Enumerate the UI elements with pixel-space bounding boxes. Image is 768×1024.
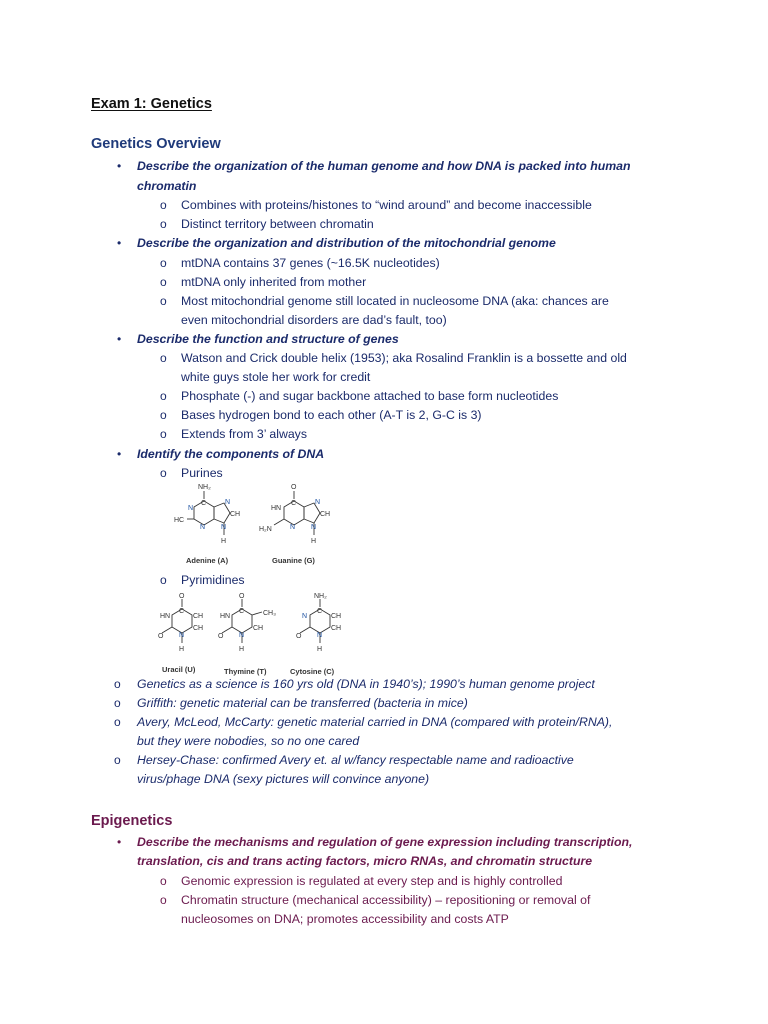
- label-purines: Purines: [181, 466, 223, 480]
- objective-gene-structure: Describe the function and structure of genes: [137, 332, 399, 346]
- sub-bullet-marker: o: [114, 677, 121, 691]
- sub-bullet-marker: o: [160, 389, 167, 403]
- sub-bullet-marker: o: [114, 696, 121, 710]
- note-base-pairing: Bases hydrogen bond to each other (A-T is 2, G-C is 3): [181, 408, 482, 422]
- atom-label: C: [239, 608, 245, 615]
- atom-label: N: [239, 632, 245, 639]
- objective-genome-organization: Describe the organization of the human genome and how DNA is packed into human: [137, 159, 631, 173]
- note-phosphate-backbone: Phosphate (-) and sugar backbone attached to base form nucleotides: [181, 389, 559, 403]
- purines-structures: [160, 481, 345, 571]
- atom-label: H: [179, 646, 185, 653]
- atom-label: C: [291, 500, 297, 507]
- note-chromatin-structure: Chromatin structure (mechanical accessibility) – repositioning or removal of: [181, 893, 591, 907]
- atom-label: O: [218, 633, 224, 640]
- caption-uracil: Uracil (U): [162, 665, 196, 674]
- objective-mitochondrial-genome: Describe the organization and distribution of the mitochondrial genome: [137, 236, 556, 250]
- sub-bullet-marker: o: [160, 351, 167, 365]
- section-heading-genetics-overview: Genetics Overview: [91, 136, 221, 152]
- atom-label: CH₃: [263, 610, 276, 617]
- caption-cytosine: Cytosine (C): [290, 667, 335, 676]
- atom-label: N: [188, 505, 194, 512]
- note-genomic-regulation: Genomic expression is regulated at every step and is highly controlled: [181, 874, 563, 888]
- atom-label: N: [200, 524, 206, 531]
- sub-bullet-marker: o: [160, 294, 167, 308]
- atom-label: O: [179, 593, 185, 600]
- atom-label: N: [225, 499, 231, 506]
- atom-label: N: [317, 632, 323, 639]
- sub-bullet-marker: o: [160, 427, 167, 441]
- atom-label: N: [315, 499, 321, 506]
- atom-label: N: [302, 613, 308, 620]
- atom-label: C: [317, 608, 323, 615]
- atom-label: CH: [253, 625, 264, 632]
- sub-bullet-marker: o: [160, 893, 167, 907]
- atom-label: CH: [193, 625, 204, 632]
- sub-bullet-marker: o: [160, 874, 167, 888]
- note-chromatin-territory: Distinct territory between chromatin: [181, 217, 374, 231]
- atom-label: HN: [271, 505, 282, 512]
- atom-label: CH: [331, 625, 342, 632]
- objective-gene-expression-cont: translation, cis and trans acting factors, micro RNAs, and chromatin structure: [137, 854, 593, 868]
- atom-label: N: [179, 632, 185, 639]
- atom-label: C: [201, 500, 207, 507]
- sub-bullet-marker: o: [160, 256, 167, 270]
- note-avery: Avery, McLeod, McCarty: genetic material carried in DNA (compared with protein/RNA),: [137, 715, 613, 729]
- atom-label: C: [179, 608, 185, 615]
- atom-label: NH₂: [198, 484, 211, 491]
- note-mito-nucleosome-cont: even mitochondrial disorders are dad’s fault, too): [181, 313, 447, 327]
- atom-label: CH: [331, 613, 342, 620]
- sub-bullet-marker: o: [160, 466, 167, 480]
- sub-bullet-marker: o: [114, 715, 121, 729]
- bullet-marker: •: [117, 159, 122, 173]
- atom-label: N: [221, 524, 227, 531]
- atom-label: O: [296, 633, 302, 640]
- note-mtdna-genes: mtDNA contains 37 genes (~16.5K nucleotides): [181, 256, 440, 270]
- caption-guanine: Guanine (G): [272, 556, 315, 565]
- atom-label: H: [239, 646, 245, 653]
- atom-label: H: [317, 646, 323, 653]
- sub-bullet-marker: o: [160, 217, 167, 231]
- note-hersey-chase: Hersey-Chase: confirmed Avery et. al w/fancy respectable name and radioactive: [137, 753, 574, 767]
- note-genetics-history: Genetics as a science is 160 yrs old (DNA in 1940’s); 1990’s human genome project: [137, 677, 595, 691]
- note-mito-nucleosome: Most mitochondrial genome still located in nucleosome DNA (aka: chances are: [181, 294, 609, 308]
- atom-label: N: [311, 524, 317, 531]
- caption-adenine: Adenine (A): [186, 556, 229, 565]
- objective-gene-expression: Describe the mechanisms and regulation of gene expression including transcription,: [137, 835, 633, 849]
- pyrimidines-structures: [160, 590, 360, 678]
- sub-bullet-marker: o: [114, 753, 121, 767]
- atom-label: CH: [230, 511, 241, 518]
- caption-thymine: Thymine (T): [224, 667, 267, 676]
- note-extends-3-prime: Extends from 3’ always: [181, 427, 307, 441]
- bullet-marker: •: [117, 835, 122, 849]
- atom-label: H₂N: [259, 526, 272, 533]
- note-mtdna-mother: mtDNA only inherited from mother: [181, 275, 367, 289]
- note-hersey-chase-cont: virus/phage DNA (sexy pictures will convince anyone): [137, 772, 430, 786]
- atom-label: H: [311, 538, 317, 545]
- objective-dna-components: Identify the components of DNA: [137, 447, 325, 461]
- note-chromatin-structure-cont: nucleosomes on DNA; promotes accessibility and costs ATP: [181, 912, 509, 926]
- sub-bullet-marker: o: [160, 408, 167, 422]
- atom-label: NH₂: [314, 593, 327, 600]
- atom-label: O: [158, 633, 164, 640]
- section-heading-epigenetics: Epigenetics: [91, 813, 173, 829]
- document-title: Exam 1: Genetics: [91, 96, 212, 112]
- atom-label: O: [291, 484, 297, 491]
- note-griffith: Griffith: genetic material can be transferred (bacteria in mice): [137, 696, 468, 710]
- bullet-marker: •: [117, 332, 122, 346]
- label-pyrimidines: Pyrimidines: [181, 573, 245, 587]
- atom-label: HN: [160, 613, 171, 620]
- atom-label: HN: [220, 613, 231, 620]
- bullet-marker: •: [117, 236, 122, 250]
- sub-bullet-marker: o: [160, 275, 167, 289]
- atom-label: CH: [193, 613, 204, 620]
- atom-label: N: [290, 524, 296, 531]
- atom-label: H: [221, 538, 227, 545]
- bullet-marker: •: [117, 447, 122, 461]
- sub-bullet-marker: o: [160, 573, 167, 587]
- note-histones: Combines with proteins/histones to “wind around” and become inaccessible: [181, 198, 592, 212]
- note-avery-cont: but they were nobodies, so no one cared: [137, 734, 360, 748]
- atom-label: O: [239, 593, 245, 600]
- sub-bullet-marker: o: [160, 198, 167, 212]
- note-double-helix: Watson and Crick double helix (1953); aka Rosalind Franklin is a bossette and old: [181, 351, 627, 365]
- atom-label: HC: [174, 517, 185, 524]
- note-double-helix-cont: white guys stole her work for credit: [181, 370, 371, 384]
- purines-figure: [160, 481, 345, 571]
- atom-label: CH: [320, 511, 331, 518]
- objective-genome-organization-cont: chromatin: [137, 179, 197, 193]
- pyrimidines-figure: [160, 590, 360, 678]
